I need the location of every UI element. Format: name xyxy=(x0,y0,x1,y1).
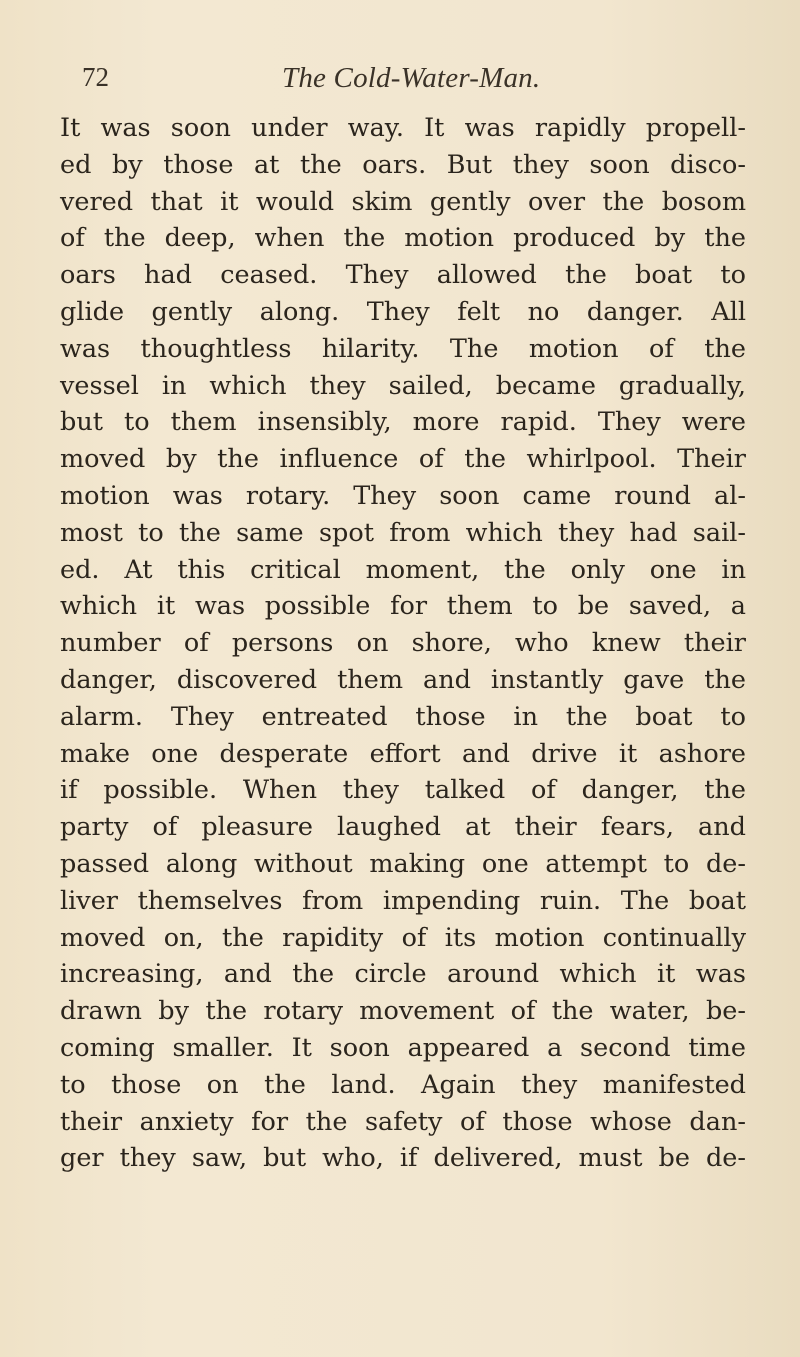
text-line-18: make one desperate effort and drive it ashore xyxy=(60,738,746,769)
text-line-15: number of persons on shore, who knew their xyxy=(60,628,746,659)
text-line-23: moved on, the rapidity of its motion continually xyxy=(60,922,746,953)
text-line-25: drawn by the rotary movement of the water, be- xyxy=(60,996,746,1027)
text-line-10: moved by the influence of the whirlpool. Their xyxy=(60,444,746,475)
text-line-8: vessel in which they sailed, became gradually, xyxy=(60,370,746,401)
text-line-29: ger they saw, but who, if delivered, must be de- xyxy=(60,1143,746,1174)
text-line-19: if possible. When they talked of danger, the xyxy=(60,775,746,806)
text-line-20: party of pleasure laughed at their fears, and xyxy=(60,812,746,843)
text-line-6: glide gently along. They felt no danger. All xyxy=(60,296,746,327)
body-text xyxy=(60,110,746,1177)
text-line-16: danger, discovered them and instantly gave the xyxy=(60,664,746,695)
text-line-12: most to the same spot from which they had sail- xyxy=(60,517,746,548)
text-line-28: their anxiety for the safety of those whose dan- xyxy=(60,1106,746,1137)
text-line-9: but to them insensibly, more rapid. They were xyxy=(60,407,746,438)
text-line-3: vered that it would skim gently over the bosom xyxy=(60,186,746,217)
text-line-5: oars had ceased. They allowed the boat to xyxy=(60,260,746,291)
text-line-24: increasing, and the circle around which it was xyxy=(60,959,746,990)
text-line-1: It was soon under way. It was rapidly propell- xyxy=(60,113,746,143)
text-line-4: of the deep, when the motion produced by the xyxy=(60,223,746,254)
text-line-27: to those on the land. Again they manifested xyxy=(60,1069,746,1100)
text-line-26: coming smaller. It soon appeared a second time xyxy=(60,1032,746,1063)
text-line-2: ed by those at the oars. But they soon disco- xyxy=(60,149,746,180)
running-head xyxy=(82,62,742,102)
page-number: 72 xyxy=(82,62,109,92)
text-line-22: liver themselves from impending ruin. The boat xyxy=(60,885,746,916)
text-line-14: which it was possible for them to be saved, a xyxy=(60,591,746,622)
text-line-17: alarm. They entreated those in the boat to xyxy=(60,701,746,732)
text-line-11: motion was rotary. They soon came round al- xyxy=(60,480,746,511)
text-line-21: passed along without making one attempt to de- xyxy=(60,848,746,879)
text-line-13: ed. At this critical moment, the only one in xyxy=(60,554,746,585)
text-line-7: was thoughtless hilarity. The motion of the xyxy=(60,333,746,364)
running-title: The Cold-Water-Man. xyxy=(282,62,541,94)
